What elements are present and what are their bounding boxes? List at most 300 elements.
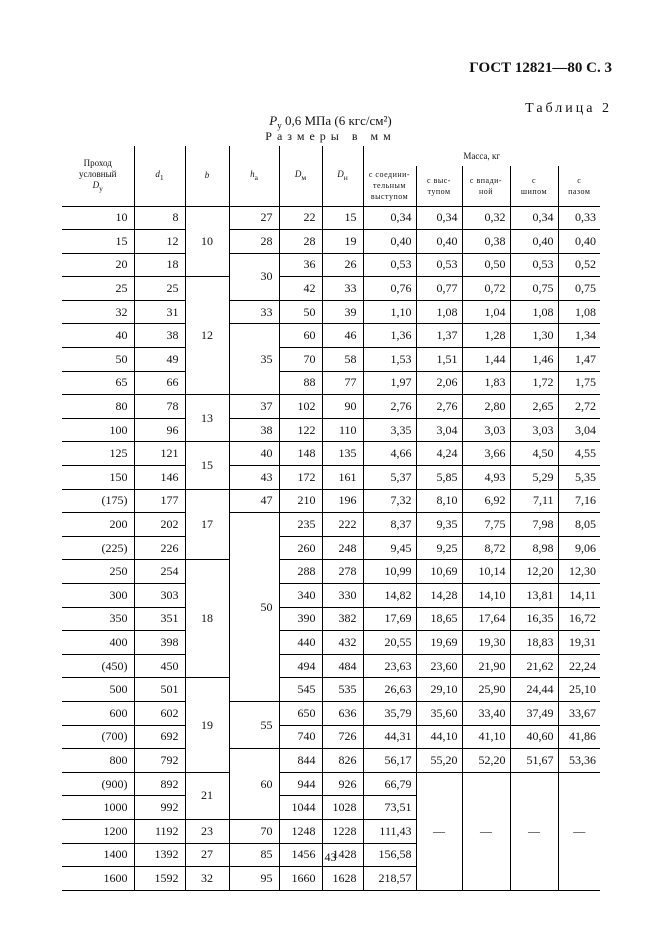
cell-mass: 41,86 <box>558 725 600 749</box>
pressure-symbol: P <box>269 113 278 128</box>
cell-mass-dash: — <box>558 772 600 890</box>
cell-mass: 1,46 <box>510 348 558 372</box>
cell-mass: 3,03 <box>510 418 558 442</box>
cell-mass-raised-face: 1,97 <box>363 371 416 395</box>
cell-dn: 535 <box>322 678 363 702</box>
cell-mass: 0,72 <box>462 277 510 301</box>
cell-mass: 21,62 <box>510 654 558 678</box>
cell-nominal-passage: (700) <box>62 725 134 749</box>
cell-mass: 14,11 <box>558 584 600 608</box>
cell-dm: 650 <box>279 701 322 725</box>
pressure-value: 0,6 МПа (6 кгс/см²) <box>284 113 392 128</box>
cell-mass-raised-face: 56,17 <box>363 749 416 773</box>
cell-mass-dash: — <box>462 772 510 890</box>
col-header-text: условный <box>79 168 117 179</box>
cell-mass: 0,40 <box>510 230 558 254</box>
cell-mass: 5,35 <box>558 466 600 490</box>
cell-dm: 172 <box>279 466 322 490</box>
cell-mass: 7,16 <box>558 489 600 513</box>
cell-d1: 31 <box>134 300 185 324</box>
cell-mass: 35,60 <box>416 701 462 725</box>
cell-d1: 202 <box>134 513 185 537</box>
cell-mass-raised-face: 20,55 <box>363 631 416 655</box>
cell-mass: 8,05 <box>558 513 600 537</box>
cell-dm: 36 <box>279 253 322 277</box>
table-row <box>62 371 600 395</box>
table-row <box>62 631 600 655</box>
table-row <box>62 418 600 442</box>
cell-dm: 260 <box>279 536 322 560</box>
table-row <box>62 560 600 584</box>
cell-dn: 19 <box>322 230 363 254</box>
table-title: Таблица 2 <box>525 101 612 116</box>
cell-nominal-passage: 40 <box>62 324 134 348</box>
cell-dm: 235 <box>279 513 322 537</box>
cell-mass: 8,72 <box>462 536 510 560</box>
cell-mass: 3,66 <box>462 442 510 466</box>
cell-mass-raised-face: 2,76 <box>363 395 416 419</box>
cell-dn: 1228 <box>322 819 363 843</box>
cell-mass: 55,20 <box>416 749 462 773</box>
cell-mass: 6,92 <box>462 489 510 513</box>
cell-mass: 1,08 <box>416 300 462 324</box>
cell-d1: 177 <box>134 489 185 513</box>
cell-d1: 892 <box>134 772 185 796</box>
cell-dm: 1044 <box>279 796 322 820</box>
cell-h: 33 <box>229 300 279 324</box>
cell-dn: 90 <box>322 395 363 419</box>
cell-mass: 1,30 <box>510 324 558 348</box>
cell-dm: 440 <box>279 631 322 655</box>
table-row <box>62 749 600 773</box>
cell-mass-raised-face: 73,51 <box>363 796 416 820</box>
cell-dn: 161 <box>322 466 363 490</box>
cell-dm: 1660 <box>279 867 322 891</box>
cell-h: 70 <box>229 819 279 843</box>
cell-mass-raised-face: 35,79 <box>363 701 416 725</box>
cell-nominal-passage: 500 <box>62 678 134 702</box>
cell-b: 10 <box>185 206 229 277</box>
cell-dn: 196 <box>322 489 363 513</box>
cell-mass: 12,20 <box>510 560 558 584</box>
cell-dm: 42 <box>279 277 322 301</box>
cell-mass: 1,51 <box>416 348 462 372</box>
cell-d1: 351 <box>134 607 185 631</box>
table-row <box>62 725 600 749</box>
cell-mass: 1,08 <box>558 300 600 324</box>
cell-nominal-passage: (900) <box>62 772 134 796</box>
table-body <box>62 206 600 890</box>
cell-mass: 22,24 <box>558 654 600 678</box>
cell-mass: 0,53 <box>510 253 558 277</box>
cell-b: 23 <box>185 819 229 843</box>
cell-h: 43 <box>229 466 279 490</box>
cell-nominal-passage: (175) <box>62 489 134 513</box>
cell-nominal-passage: 300 <box>62 584 134 608</box>
cell-dm: 844 <box>279 749 322 773</box>
cell-dn: 110 <box>322 418 363 442</box>
cell-nominal-passage: 20 <box>62 253 134 277</box>
cell-dm: 50 <box>279 300 322 324</box>
cell-nominal-passage: 125 <box>62 442 134 466</box>
cell-h: 28 <box>229 230 279 254</box>
cell-mass-raised-face: 7,32 <box>363 489 416 513</box>
cell-nominal-passage: 25 <box>62 277 134 301</box>
cell-d1: 450 <box>134 654 185 678</box>
table-row <box>62 513 600 537</box>
col-header-mass-male: с выс- тупом <box>416 166 462 206</box>
cell-mass: 13,81 <box>510 584 558 608</box>
cell-mass: 41,10 <box>462 725 510 749</box>
cell-dm: 545 <box>279 678 322 702</box>
cell-mass: 5,85 <box>416 466 462 490</box>
cell-b: 21 <box>185 772 229 819</box>
cell-b: 13 <box>185 395 229 442</box>
cell-mass: 44,10 <box>416 725 462 749</box>
cell-mass: 4,55 <box>558 442 600 466</box>
table-row <box>62 206 600 230</box>
table-row <box>62 536 600 560</box>
cell-d1: 692 <box>134 725 185 749</box>
cell-nominal-passage: 200 <box>62 513 134 537</box>
table-row <box>62 489 600 513</box>
cell-mass: 5,29 <box>510 466 558 490</box>
cell-mass: 2,06 <box>416 371 462 395</box>
cell-d1: 254 <box>134 560 185 584</box>
cell-d1: 38 <box>134 324 185 348</box>
cell-mass: 0,40 <box>416 230 462 254</box>
cell-mass: 1,04 <box>462 300 510 324</box>
cell-b: 27 <box>185 843 229 867</box>
cell-nominal-passage: 80 <box>62 395 134 419</box>
cell-mass-raised-face: 23,63 <box>363 654 416 678</box>
table-row <box>62 300 600 324</box>
cell-mass: 0,50 <box>462 253 510 277</box>
cell-dn: 15 <box>322 206 363 230</box>
cell-mass-raised-face: 0,34 <box>363 206 416 230</box>
cell-mass-raised-face: 0,53 <box>363 253 416 277</box>
cell-d1: 25 <box>134 277 185 301</box>
cell-mass-raised-face: 4,66 <box>363 442 416 466</box>
cell-d1: 49 <box>134 348 185 372</box>
cell-dm: 1248 <box>279 819 322 843</box>
col-header-mass-tongue: с шипом <box>510 166 558 206</box>
cell-mass: 0,75 <box>558 277 600 301</box>
cell-nominal-passage: 400 <box>62 631 134 655</box>
col-header-mass: Масса, кг <box>463 150 501 161</box>
cell-dn: 330 <box>322 584 363 608</box>
cell-nominal-passage: 1600 <box>62 867 134 891</box>
cell-mass-raised-face: 8,37 <box>363 513 416 537</box>
cell-dm: 60 <box>279 324 322 348</box>
cell-mass: 1,75 <box>558 371 600 395</box>
table-row <box>62 607 600 631</box>
cell-b: 32 <box>185 867 229 891</box>
cell-dn: 484 <box>322 654 363 678</box>
cell-dn: 77 <box>322 371 363 395</box>
cell-d1: 121 <box>134 442 185 466</box>
cell-nominal-passage: 800 <box>62 749 134 773</box>
col-header-dm: $D_м$ <box>279 146 322 206</box>
cell-mass: 1,37 <box>416 324 462 348</box>
cell-mass: 9,35 <box>416 513 462 537</box>
cell-dm: 148 <box>279 442 322 466</box>
cell-dm: 1456 <box>279 843 322 867</box>
cell-mass: 2,72 <box>558 395 600 419</box>
cell-dm: 88 <box>279 371 322 395</box>
cell-dm: 122 <box>279 418 322 442</box>
cell-dn: 39 <box>322 300 363 324</box>
table-row <box>62 324 600 348</box>
cell-nominal-passage: 100 <box>62 418 134 442</box>
cell-dn: 135 <box>322 442 363 466</box>
cell-dn: 926 <box>322 772 363 796</box>
cell-nominal-passage: 1200 <box>62 819 134 843</box>
pressure-subscript: y <box>277 120 282 131</box>
cell-d1: 78 <box>134 395 185 419</box>
cell-mass: 0,53 <box>416 253 462 277</box>
cell-mass: 21,90 <box>462 654 510 678</box>
cell-mass: 0,34 <box>416 206 462 230</box>
cell-mass: 25,10 <box>558 678 600 702</box>
cell-mass: 8,98 <box>510 536 558 560</box>
cell-dn: 26 <box>322 253 363 277</box>
cell-dn: 726 <box>322 725 363 749</box>
cell-dm: 944 <box>279 772 322 796</box>
cell-mass: 1,72 <box>510 371 558 395</box>
cell-mass-raised-face: 156,58 <box>363 843 416 867</box>
table-row <box>62 442 600 466</box>
cell-d1: 18 <box>134 253 185 277</box>
cell-mass: 0,34 <box>510 206 558 230</box>
cell-dm: 70 <box>279 348 322 372</box>
cell-mass: 0,75 <box>510 277 558 301</box>
cell-mass-raised-face: 218,57 <box>363 867 416 891</box>
cell-nominal-passage: 250 <box>62 560 134 584</box>
cell-d1: 501 <box>134 678 185 702</box>
cell-mass: 12,30 <box>558 560 600 584</box>
cell-mass: 19,31 <box>558 631 600 655</box>
table-row <box>62 253 600 277</box>
cell-dn: 1628 <box>322 867 363 891</box>
cell-nominal-passage: 350 <box>62 607 134 631</box>
cell-mass: 3,04 <box>416 418 462 442</box>
col-header-text: Проход <box>83 157 112 168</box>
cell-mass: 14,28 <box>416 584 462 608</box>
col-header-b: b <box>185 146 229 206</box>
cell-nominal-passage: 65 <box>62 371 134 395</box>
cell-mass-raised-face: 9,45 <box>363 536 416 560</box>
cell-mass: 4,50 <box>510 442 558 466</box>
cell-nominal-passage: 1400 <box>62 843 134 867</box>
cell-dm: 390 <box>279 607 322 631</box>
cell-nominal-passage: 50 <box>62 348 134 372</box>
table-row <box>62 654 600 678</box>
cell-dn: 826 <box>322 749 363 773</box>
cell-mass: 52,20 <box>462 749 510 773</box>
col-header-text: $D_y$ <box>92 179 103 193</box>
units-caption: Размеры в мм <box>265 129 396 143</box>
cell-d1: 8 <box>134 206 185 230</box>
cell-mass: 0,77 <box>416 277 462 301</box>
cell-mass: 2,65 <box>510 395 558 419</box>
cell-mass: 51,67 <box>510 749 558 773</box>
cell-mass-raised-face: 66,79 <box>363 772 416 796</box>
cell-dn: 222 <box>322 513 363 537</box>
cell-h: 85 <box>229 843 279 867</box>
cell-dm: 102 <box>279 395 322 419</box>
cell-dn: 1428 <box>322 843 363 867</box>
table-row <box>62 772 600 796</box>
cell-mass-raised-face: 17,69 <box>363 607 416 631</box>
cell-mass: 2,76 <box>416 395 462 419</box>
cell-d1: 602 <box>134 701 185 725</box>
cell-b: 12 <box>185 277 229 395</box>
cell-mass: 23,60 <box>416 654 462 678</box>
cell-mass: 3,04 <box>558 418 600 442</box>
cell-mass: 19,30 <box>462 631 510 655</box>
cell-mass: 0,38 <box>462 230 510 254</box>
cell-mass: 33,67 <box>558 701 600 725</box>
cell-mass: 1,28 <box>462 324 510 348</box>
cell-dn: 1028 <box>322 796 363 820</box>
cell-mass: 7,75 <box>462 513 510 537</box>
cell-mass: 1,44 <box>462 348 510 372</box>
cell-mass: 1,34 <box>558 324 600 348</box>
cell-mass-raised-face: 5,37 <box>363 466 416 490</box>
cell-mass-raised-face: 10,99 <box>363 560 416 584</box>
cell-nominal-passage: 150 <box>62 466 134 490</box>
cell-mass-raised-face: 0,40 <box>363 230 416 254</box>
cell-mass: 17,64 <box>462 607 510 631</box>
cell-mass: 9,06 <box>558 536 600 560</box>
col-header-nominal-passage <box>62 146 134 206</box>
cell-dn: 58 <box>322 348 363 372</box>
cell-mass: 16,72 <box>558 607 600 631</box>
cell-d1: 992 <box>134 796 185 820</box>
cell-mass: 0,40 <box>558 230 600 254</box>
cell-d1: 303 <box>134 584 185 608</box>
table-row <box>62 230 600 254</box>
table-row <box>62 348 600 372</box>
cell-h: 50 <box>229 513 279 702</box>
cell-mass-raised-face: 111,43 <box>363 819 416 843</box>
cell-h: 27 <box>229 206 279 230</box>
cell-d1: 66 <box>134 371 185 395</box>
cell-nominal-passage: (450) <box>62 654 134 678</box>
cell-d1: 226 <box>134 536 185 560</box>
cell-mass-raised-face: 1,53 <box>363 348 416 372</box>
cell-mass-dash: — <box>510 772 558 890</box>
cell-dn: 46 <box>322 324 363 348</box>
cell-mass: 25,90 <box>462 678 510 702</box>
cell-dn: 636 <box>322 701 363 725</box>
cell-mass: 53,36 <box>558 749 600 773</box>
cell-d1: 96 <box>134 418 185 442</box>
table-row <box>62 678 600 702</box>
cell-dn: 278 <box>322 560 363 584</box>
cell-d1: 1192 <box>134 819 185 843</box>
cell-nominal-passage: 1000 <box>62 796 134 820</box>
cell-nominal-passage: 600 <box>62 701 134 725</box>
cell-mass: 33,40 <box>462 701 510 725</box>
cell-mass: 10,69 <box>416 560 462 584</box>
cell-nominal-passage: 15 <box>62 230 134 254</box>
cell-h: 47 <box>229 489 279 513</box>
cell-mass-raised-face: 3,35 <box>363 418 416 442</box>
col-header-h: $h_а$ <box>229 146 279 206</box>
cell-dn: 382 <box>322 607 363 631</box>
cell-h: 60 <box>229 749 279 820</box>
cell-dm: 340 <box>279 584 322 608</box>
cell-dm: 28 <box>279 230 322 254</box>
cell-mass-raised-face: 44,31 <box>363 725 416 749</box>
cell-mass: 4,93 <box>462 466 510 490</box>
cell-b: 19 <box>185 678 229 772</box>
cell-mass-raised-face: 1,36 <box>363 324 416 348</box>
cell-mass: 7,98 <box>510 513 558 537</box>
cell-mass: 40,60 <box>510 725 558 749</box>
cell-mass-raised-face: 14,82 <box>363 584 416 608</box>
cell-mass: 14,10 <box>462 584 510 608</box>
cell-mass-dash: — <box>416 772 462 890</box>
page-number: 43 <box>324 850 337 864</box>
cell-mass: 18,65 <box>416 607 462 631</box>
cell-mass: 1,08 <box>510 300 558 324</box>
cell-mass: 16,35 <box>510 607 558 631</box>
cell-mass: 7,11 <box>510 489 558 513</box>
table-row <box>62 395 600 419</box>
cell-mass: 19,69 <box>416 631 462 655</box>
col-header-d1: $d_1$ <box>134 146 185 206</box>
cell-mass: 1,83 <box>462 371 510 395</box>
cell-dn: 33 <box>322 277 363 301</box>
cell-dn: 432 <box>322 631 363 655</box>
cell-mass: 24,44 <box>510 678 558 702</box>
cell-d1: 1392 <box>134 843 185 867</box>
cell-nominal-passage: (225) <box>62 536 134 560</box>
table-row <box>62 584 600 608</box>
cell-dm: 740 <box>279 725 322 749</box>
cell-d1: 12 <box>134 230 185 254</box>
cell-h: 55 <box>229 701 279 748</box>
cell-dm: 210 <box>279 489 322 513</box>
cell-d1: 1592 <box>134 867 185 891</box>
cell-mass: 0,52 <box>558 253 600 277</box>
cell-h: 40 <box>229 442 279 466</box>
cell-mass: 37,49 <box>510 701 558 725</box>
cell-mass: 2,80 <box>462 395 510 419</box>
cell-mass: 1,47 <box>558 348 600 372</box>
cell-d1: 398 <box>134 631 185 655</box>
flange-dimensions-table <box>62 146 600 891</box>
cell-mass-raised-face: 26,63 <box>363 678 416 702</box>
cell-mass: 9,25 <box>416 536 462 560</box>
cell-mass-raised-face: 1,10 <box>363 300 416 324</box>
cell-mass: 18,83 <box>510 631 558 655</box>
table-row <box>62 466 600 490</box>
col-header-dn: $D_н$ <box>322 146 363 206</box>
cell-nominal-passage: 32 <box>62 300 134 324</box>
cell-mass-raised-face: 0,76 <box>363 277 416 301</box>
cell-h: 30 <box>229 253 279 300</box>
pressure-caption <box>0 113 661 131</box>
cell-b: 18 <box>185 560 229 678</box>
cell-dm: 288 <box>279 560 322 584</box>
cell-mass: 8,10 <box>416 489 462 513</box>
cell-mass: 29,10 <box>416 678 462 702</box>
cell-h: 37 <box>229 395 279 419</box>
